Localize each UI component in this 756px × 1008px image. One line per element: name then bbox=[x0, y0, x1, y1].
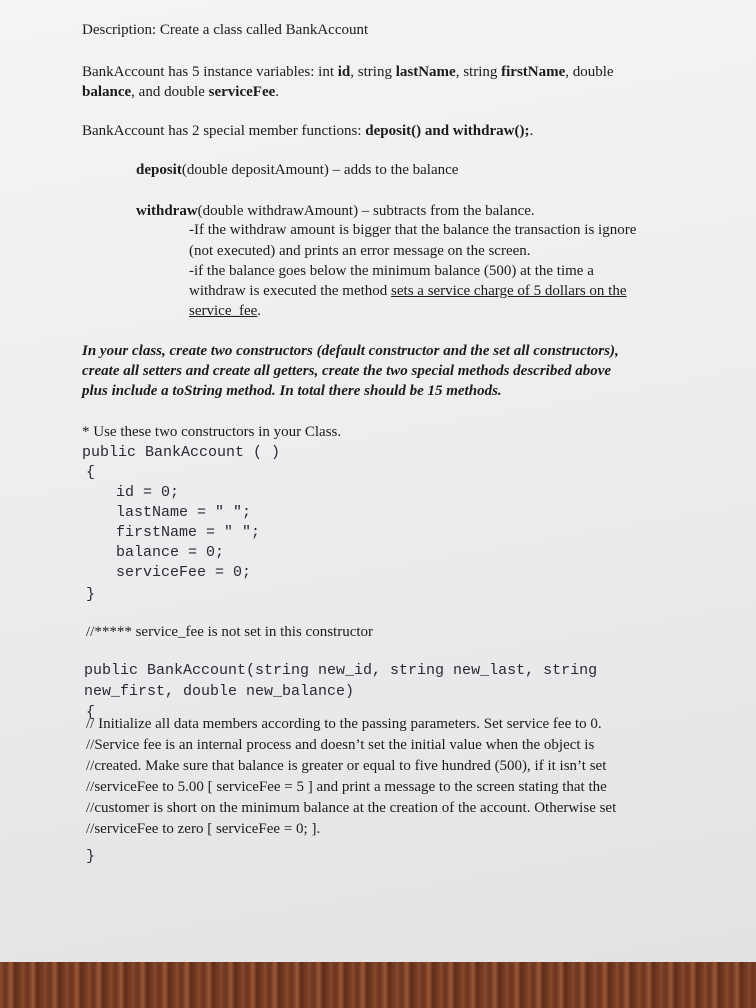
comment-line-1: // Initialize all data members according to the passing parameters. Set service fee to 0. bbox=[86, 716, 602, 732]
open-brace-2: { bbox=[86, 704, 96, 721]
instructions-line-3: plus include a toString method. In total there should be 15 methods. bbox=[82, 383, 502, 399]
instructions-line-1: In your class, create two constructors (default constructor and the set all constructors), bbox=[82, 343, 619, 359]
use-constructors-line: * Use these two constructors in your Class. bbox=[82, 424, 342, 440]
code-servicefee: serviceFee = 0; bbox=[116, 564, 252, 581]
withdraw-rule-5: service_fee. bbox=[189, 303, 262, 319]
overload-constructor-signature-1: public BankAccount(string new_id, string new_last, string bbox=[84, 662, 598, 679]
comment-line-2: //Service fee is an internal process and doesn’t set the initial value when the object is bbox=[86, 737, 595, 753]
comment-line-6: //serviceFee to zero [ serviceFee = 0; ]. bbox=[86, 821, 321, 837]
withdraw-rule-3: -if the balance goes below the minimum balance (500) at the time a bbox=[189, 263, 594, 279]
comment-line-3: //created. Make sure that balance is greater or equal to five hundred (500), if it isn’t set bbox=[86, 758, 607, 774]
default-constructor-signature: public BankAccount ( ) bbox=[82, 444, 281, 461]
code-firstname: firstName = " "; bbox=[116, 524, 261, 541]
instance-variables-line-2: balance, and double serviceFee. bbox=[82, 84, 280, 100]
code-lastname: lastName = " "; bbox=[116, 504, 252, 521]
withdraw-rule-4: withdraw is executed the method sets a service charge of 5 dollars on the bbox=[189, 283, 627, 299]
open-brace: { bbox=[86, 464, 96, 481]
withdraw-rule-1: -If the withdraw amount is bigger that the balance the transaction is ignore bbox=[189, 222, 637, 238]
comment-line-4: //serviceFee to 5.00 [ serviceFee = 5 ] and print a message to the screen stating that the bbox=[86, 779, 607, 795]
instructions-line-2: create all setters and create all getters, create the two special methods described above bbox=[82, 363, 612, 379]
code-balance: balance = 0; bbox=[116, 544, 225, 561]
service-fee-note: //***** service_fee is not set in this constructor bbox=[86, 624, 374, 640]
instance-variables-line-1: BankAccount has 5 instance variables: int id, string lastName, string firstName, double bbox=[82, 64, 614, 80]
close-brace: } bbox=[86, 586, 96, 603]
deposit-description: deposit(double depositAmount) – adds to the balance bbox=[136, 162, 459, 178]
withdraw-description: withdraw(double withdrawAmount) – subtracts from the balance. bbox=[136, 203, 535, 219]
code-id: id = 0; bbox=[116, 484, 180, 501]
overload-constructor-signature-2: new_first, double new_balance) bbox=[84, 683, 355, 700]
wooden-table-edge bbox=[0, 962, 756, 1008]
withdraw-rule-2: (not executed) and prints an error message on the screen. bbox=[189, 243, 531, 259]
member-functions-line: BankAccount has 2 special member functions: deposit() and withdraw();. bbox=[82, 123, 534, 139]
close-brace-2: } bbox=[86, 848, 96, 865]
comment-line-5: //customer is short on the minimum balance at the creation of the account. Otherwise set bbox=[86, 800, 617, 816]
description-line: Description: Create a class called BankAccount bbox=[82, 22, 369, 38]
